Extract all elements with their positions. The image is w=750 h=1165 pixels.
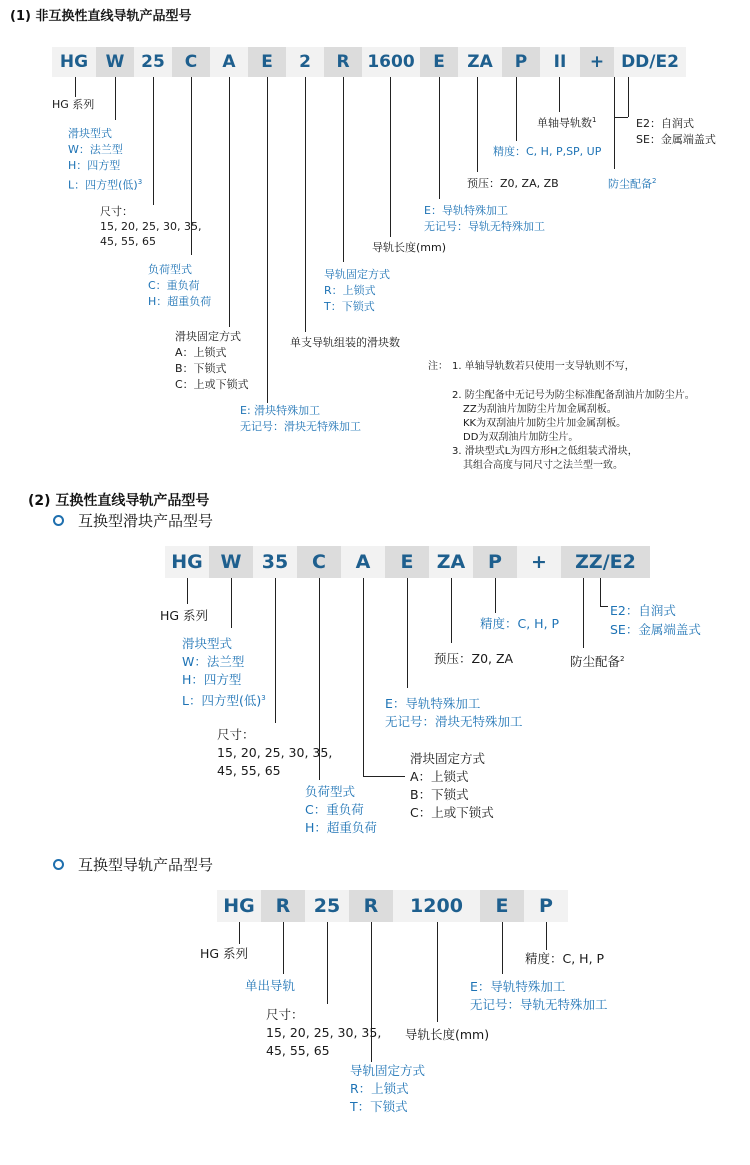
bullet-icon [53, 515, 64, 526]
s1-load-title: 负荷型式 [148, 263, 192, 276]
s2-block-type-w: W：法兰型 [182, 654, 245, 669]
s2-block-type-h: H：四方型 [182, 672, 242, 687]
s1-block-special-e: E: 滑块特殊加工 [240, 404, 321, 417]
bullet-icon-rail [53, 859, 64, 870]
code2-w: W [209, 546, 253, 578]
s2-block-mount-a: A：上锁式 [410, 769, 469, 784]
code2-p: P [473, 546, 517, 578]
code-2: 2 [286, 47, 324, 77]
code-a: A [210, 47, 248, 77]
s2-dust: 防尘配备$^2$ [570, 654, 625, 670]
code-plus: + [580, 47, 614, 77]
rcode-r: R [261, 890, 305, 922]
s2-accuracy: 精度：C, H, P [480, 616, 560, 631]
s1-rail-special-none: 无记号：导轨无特殊加工 [424, 220, 545, 233]
note-1: 1. 单轴导轨数若只使用一支导轨则不写， [452, 361, 635, 372]
code-ii: II [540, 47, 580, 77]
note-3a: 3. 滑块型式L为四方形H之低组装式滑块， [452, 446, 638, 457]
s2r-series: HG 系列 [200, 946, 249, 961]
code2-c: C [297, 546, 341, 578]
s1-load-h: H：超重负荷 [148, 295, 212, 308]
note-2d: DD为双刮油片加防尘片。 [463, 432, 579, 443]
section1-title: (1) 非互换性直线导轨产品型号 [10, 9, 192, 24]
s1-size-title: 尺寸： [100, 205, 133, 218]
code2-e: E [385, 546, 429, 578]
s2r-rail-mount-title: 导轨固定方式 [350, 1063, 426, 1078]
s2r-rail-special-none: 无记号：导轨无特殊加工 [470, 997, 608, 1012]
s2-block-type-l: L：四方型(低)$^3$ [182, 693, 266, 709]
rcode-p: P [524, 890, 568, 922]
note-2b: ZZ为刮油片加防尘片加金属刮板。 [463, 404, 617, 415]
note-2c: KK为双刮油片加防尘片加金属刮板。 [463, 418, 627, 429]
note-3b: 其组合高度与同尺寸之法兰型一致。 [463, 460, 623, 471]
code-25: 25 [134, 47, 172, 77]
s2-sub-block-title: 互换型滑块产品型号 [78, 512, 214, 530]
s2-load-title: 负荷型式 [305, 784, 356, 799]
s1-block-type-h: H：四方型 [68, 159, 121, 172]
s1-size-line1: 15, 20, 25, 30, 35, [100, 220, 202, 233]
s1-block-mount-a: A：上锁式 [175, 346, 227, 359]
section2-code-band [165, 546, 650, 578]
s2-block-mount-c: C：上或下锁式 [410, 805, 494, 820]
code2-zze2: ZZ/E2 [561, 546, 650, 578]
code2-35: 35 [253, 546, 297, 578]
s1-preload: 预压：Z0, ZA, ZB [467, 177, 559, 190]
s2-block-mount-b: B：下锁式 [410, 787, 469, 802]
rcode-1200: 1200 [393, 890, 480, 922]
note-2a: 2. 防尘配备中无记号为防尘标准配备刮油片加防尘片。 [452, 390, 695, 401]
code-hg: HG [52, 47, 96, 77]
code-w: W [96, 47, 134, 77]
s2-block-mount-title: 滑块固定方式 [410, 751, 486, 766]
s2r-rail-special-e: E：导轨特殊加工 [470, 979, 566, 994]
s1-se: SE：金属端盖式 [636, 133, 716, 146]
rcode-25: 25 [305, 890, 349, 922]
s2-block-special-e: E：导轨特殊加工 [385, 696, 481, 711]
s2-preload: 预压：Z0, ZA [434, 651, 514, 666]
s2r-rail-mount-t: T：下锁式 [350, 1099, 408, 1114]
code-e: E [248, 47, 286, 77]
code2-a: A [341, 546, 385, 578]
s1-block-mount-title: 滑块固定方式 [175, 330, 241, 343]
code2-plus: + [517, 546, 561, 578]
s1-block-type-l: L：四方型(低)$^3$ [68, 178, 143, 192]
s2-series: HG 系列 [160, 608, 209, 623]
code2-hg: HG [165, 546, 209, 578]
s1-block-type-title: 滑块型式 [68, 127, 112, 140]
s2-block-type-title: 滑块型式 [182, 636, 233, 651]
s2-load-c: C：重负荷 [305, 802, 364, 817]
s2r-accuracy: 精度：C, H, P [525, 951, 605, 966]
s1-block-mount-c: C：上或下锁式 [175, 378, 249, 391]
code-za: ZA [458, 47, 502, 77]
code-p: P [502, 47, 540, 77]
rcode-hg: HG [217, 890, 261, 922]
s2r-rail-length: 导轨长度(mm) [405, 1027, 490, 1042]
s1-block-mount-b: B：下锁式 [175, 362, 227, 375]
s2-size-title: 尺寸： [217, 727, 255, 742]
s1-rail-mount-t: T：下锁式 [324, 300, 375, 313]
s1-blocks-per-rail: 单支导轨组装的滑块数 [290, 336, 400, 349]
s2r-size-line2: 45, 55, 65 [266, 1043, 330, 1058]
s2r-rail-mount-r: R：上锁式 [350, 1081, 409, 1096]
section2-title: (2) 互换性直线导轨产品型号 [28, 493, 210, 509]
s2-e2: E2：自润式 [610, 603, 676, 618]
s2-block-special-none: 无记号：滑块无特殊加工 [385, 714, 523, 729]
s1-e2: E2：自润式 [636, 117, 694, 130]
rcode-e: E [480, 890, 524, 922]
code-c: C [172, 47, 210, 77]
code-e2: E [420, 47, 458, 77]
s2r-single-rail: 单出导轨 [245, 978, 296, 993]
code2-za: ZA [429, 546, 473, 578]
s2-size-line2: 45, 55, 65 [217, 763, 281, 778]
s1-accuracy: 精度：C, H, P,SP, UP [493, 145, 602, 158]
s1-block-special-none: 无记号：滑块无特殊加工 [240, 420, 361, 433]
s2-se: SE：金属端盖式 [610, 622, 701, 637]
s1-series: HG 系列 [52, 98, 95, 111]
s2-size-line1: 15, 20, 25, 30, 35, [217, 745, 333, 760]
s1-rail-mount-title: 导轨固定方式 [324, 268, 390, 281]
s2r-size-line1: 15, 20, 25, 30, 35, [266, 1025, 382, 1040]
s1-rail-length: 导轨长度(mm) [372, 241, 447, 254]
s2r-size-title: 尺寸： [266, 1007, 304, 1022]
code-1600: 1600 [362, 47, 420, 77]
section1-code-band [52, 47, 686, 77]
notes-prefix: 注： [428, 361, 448, 372]
s1-dust: 防尘配备$^2$ [608, 177, 657, 191]
code-r: R [324, 47, 362, 77]
section2-rail-code-band [217, 890, 568, 922]
s1-block-type-w: W：法兰型 [68, 143, 123, 156]
s1-size-line2: 45, 55, 65 [100, 235, 156, 248]
s1-rails-per-axis: 单轴导轨数$^1$ [537, 116, 597, 130]
s1-load-c: C：重负荷 [148, 279, 200, 292]
code-dde2: DD/E2 [614, 47, 686, 77]
s1-rail-special-e: E：导轨特殊加工 [424, 204, 508, 217]
s1-rail-mount-r: R：上锁式 [324, 284, 376, 297]
rcode-r2: R [349, 890, 393, 922]
s2-load-h: H：超重负荷 [305, 820, 377, 835]
s2-sub-rail-title: 互换型导轨产品型号 [78, 856, 214, 874]
